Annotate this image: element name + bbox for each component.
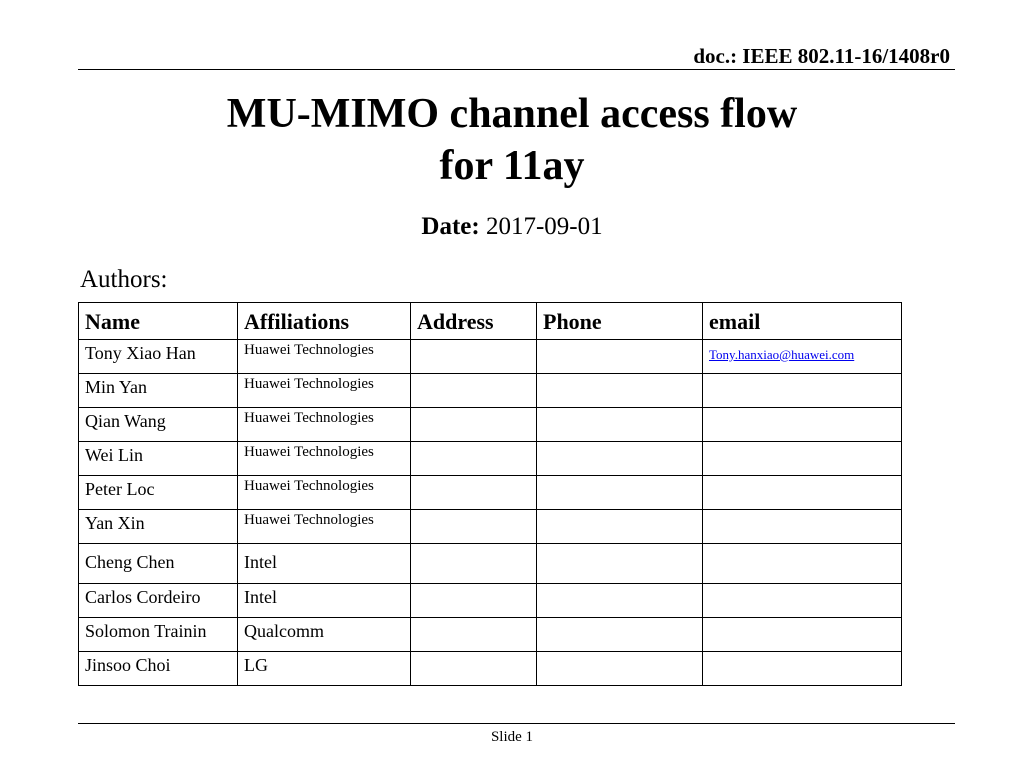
slide-title-line-2: for 11ay xyxy=(439,143,585,189)
author-phone xyxy=(537,618,703,652)
authors-table xyxy=(78,302,902,686)
author-email xyxy=(703,544,902,584)
author-phone xyxy=(537,544,703,584)
author-name: Jinsoo Choi xyxy=(79,652,238,686)
column-header-email: email xyxy=(703,303,902,340)
author-email xyxy=(703,510,902,544)
author-name: Min Yan xyxy=(79,374,238,408)
author-address xyxy=(411,544,537,584)
footer-divider xyxy=(78,723,955,724)
date-label: Date: xyxy=(421,213,480,240)
author-address xyxy=(411,618,537,652)
author-address xyxy=(411,340,537,374)
author-phone xyxy=(537,476,703,510)
author-phone xyxy=(537,442,703,476)
column-header-name: Name xyxy=(79,303,238,340)
table-row xyxy=(79,442,902,476)
table-row xyxy=(79,652,902,686)
slide-title xyxy=(0,88,1024,192)
author-phone xyxy=(537,374,703,408)
author-name: Yan Xin xyxy=(79,510,238,544)
author-email xyxy=(703,652,902,686)
author-name: Carlos Cordeiro xyxy=(79,584,238,618)
author-phone xyxy=(537,584,703,618)
author-email xyxy=(703,618,902,652)
table-row xyxy=(79,618,902,652)
column-header-phone: Phone xyxy=(537,303,703,340)
author-affiliation: Huawei Technologies xyxy=(238,476,411,510)
author-email xyxy=(703,584,902,618)
table-row xyxy=(79,584,902,618)
date-line xyxy=(0,213,1024,241)
authors-table-header-row xyxy=(79,303,902,340)
table-row xyxy=(79,476,902,510)
author-email xyxy=(703,442,902,476)
slide-title-line-1: MU-MIMO channel access flow xyxy=(226,91,798,137)
table-row xyxy=(79,374,902,408)
author-name: Qian Wang xyxy=(79,408,238,442)
author-address xyxy=(411,584,537,618)
column-header-affiliations: Affiliations xyxy=(238,303,411,340)
author-address xyxy=(411,510,537,544)
author-affiliation: Intel xyxy=(238,544,411,584)
author-name: Wei Lin xyxy=(79,442,238,476)
author-address xyxy=(411,652,537,686)
author-name: Solomon Trainin xyxy=(79,618,238,652)
author-affiliation: Huawei Technologies xyxy=(238,510,411,544)
author-email-cell xyxy=(703,340,902,374)
column-header-address: Address xyxy=(411,303,537,340)
author-affiliation: Huawei Technologies xyxy=(238,408,411,442)
date-value: 2017-09-01 xyxy=(485,213,603,240)
document-id: doc.: IEEE 802.11-16/1408r0 xyxy=(693,44,950,68)
author-address xyxy=(411,374,537,408)
table-row xyxy=(79,544,902,584)
header-divider xyxy=(78,69,955,70)
author-email xyxy=(703,408,902,442)
authors-heading: Authors: xyxy=(80,266,168,293)
author-phone xyxy=(537,408,703,442)
table-row xyxy=(79,340,902,374)
table-row xyxy=(79,510,902,544)
author-address xyxy=(411,442,537,476)
author-affiliation: Qualcomm xyxy=(238,618,411,652)
author-affiliation: Huawei Technologies xyxy=(238,374,411,408)
author-affiliation: LG xyxy=(238,652,411,686)
author-phone xyxy=(537,340,703,374)
author-email xyxy=(703,476,902,510)
author-affiliation: Huawei Technologies xyxy=(238,442,411,476)
author-phone xyxy=(537,510,703,544)
author-name: Tony Xiao Han xyxy=(79,340,238,374)
slide-number: Slide 1 xyxy=(490,729,534,745)
author-email xyxy=(703,374,902,408)
author-affiliation: Intel xyxy=(238,584,411,618)
author-affiliation: Huawei Technologies xyxy=(238,340,411,374)
author-phone xyxy=(537,652,703,686)
table-row xyxy=(79,408,902,442)
author-address xyxy=(411,476,537,510)
author-address xyxy=(411,408,537,442)
author-name: Cheng Chen xyxy=(79,544,238,584)
author-name: Peter Loc xyxy=(79,476,238,510)
author-email-link[interactable]: Tony.hanxiao@huawei.com xyxy=(709,347,855,362)
